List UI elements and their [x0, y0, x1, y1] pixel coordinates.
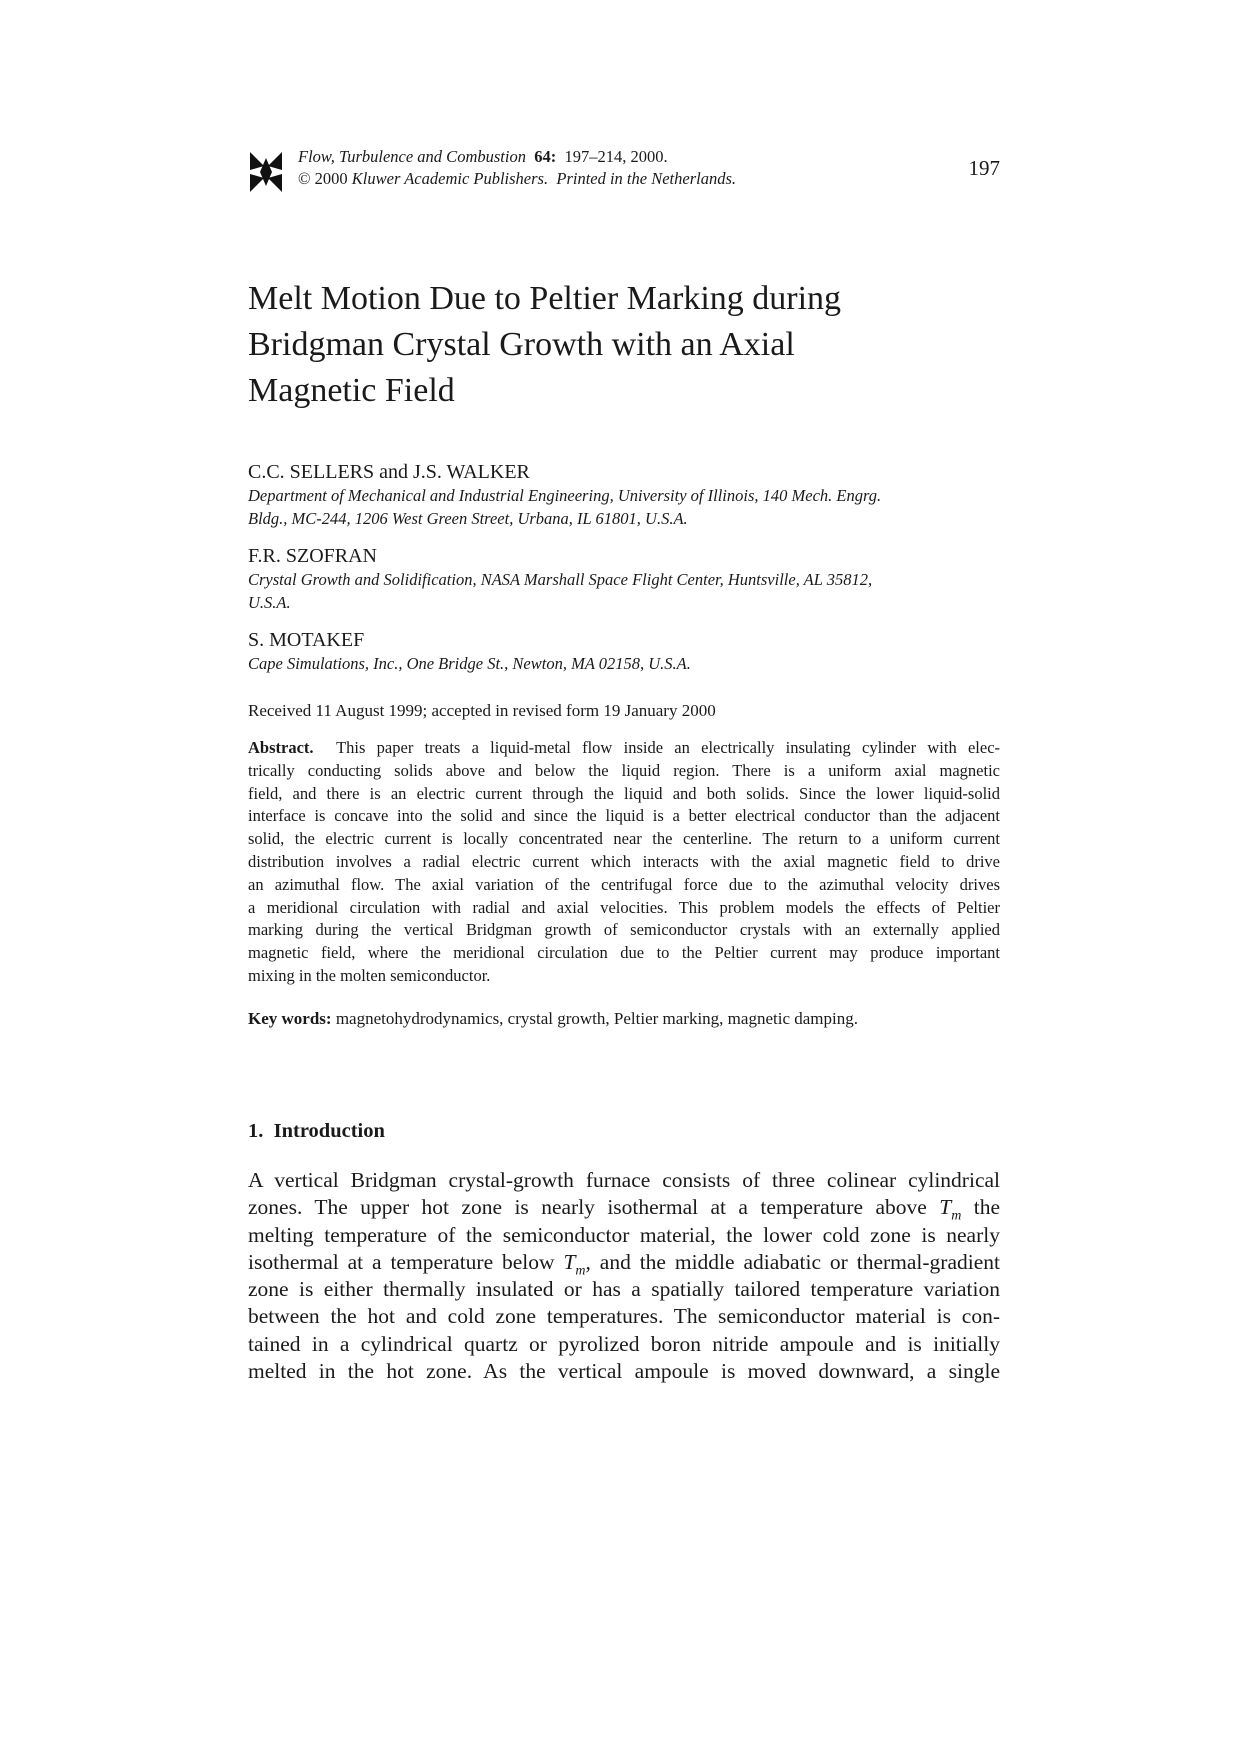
author-group-2 [248, 544, 1000, 614]
body-text: , and the middle adiabatic or thermal-gradient [585, 1249, 1000, 1274]
author-affiliation [248, 484, 1000, 530]
paper-title [248, 276, 988, 414]
author-name: S. MOTAKEF [248, 629, 365, 651]
abstract-line: distribution involves a radial electric current which interacts with the axial magnetic field to drive [248, 851, 1000, 871]
introduction-body [248, 1167, 1000, 1385]
body-line: melted in the hot zone. As the vertical ampoule is moved downward, a single [248, 1359, 1000, 1384]
body-line [248, 1249, 1000, 1276]
body-line: tained in a cylindrical quartz or pyrolized boron nitride ampoule and is initially [248, 1331, 1000, 1356]
math-variable: T [939, 1195, 952, 1220]
keywords-text: magnetohydrodynamics, crystal growth, Peltier marking, magnetic damping. [335, 1009, 858, 1028]
copyright-year: © 2000 [298, 169, 348, 188]
abstract-line: magnetic field, where the meridional circulation due to the Peltier current may produce important [248, 943, 1000, 963]
abstract-line: an azimuthal flow. The axial variation of the centrifugal force due to the azimuthal velocity drives [248, 874, 1000, 894]
author-name: C.C. SELLERS and J.S. WALKER [248, 461, 530, 483]
title-line: Magnetic Field [248, 372, 455, 409]
received-dates: Received 11 August 1999; accepted in revised form 19 January 2000 [248, 701, 716, 720]
body-line [248, 1194, 1000, 1221]
affiliation-line: Department of Mechanical and Industrial Engineering, University of Illinois, 140 Mech. Engrg. [248, 486, 882, 505]
journal-volume: 64: [534, 147, 557, 166]
section-heading [248, 1118, 385, 1144]
body-line: between the hot and cold zone temperatures. The semiconductor material is con- [248, 1304, 1000, 1329]
journal-line-1 [298, 146, 736, 168]
journal-line-2 [298, 168, 736, 190]
journal-citation [298, 146, 736, 190]
abstract-line: mixing in the molten semiconductor. [248, 965, 491, 985]
body-line: zone is either thermally insulated or has a spatially tailored temperature variation [248, 1277, 1000, 1302]
affiliation-line: U.S.A. [248, 593, 291, 612]
abstract-line: trically conducting solids above and below the liquid region. There is a uniform axial magnetic [248, 760, 1000, 780]
body-text: zones. The upper hot zone is nearly isothermal at a temperature above [248, 1195, 927, 1220]
abstract-line [248, 737, 1000, 760]
keywords [248, 1008, 858, 1030]
affiliation-line: Cape Simulations, Inc., One Bridge St., Newton, MA 02158, U.S.A. [248, 654, 691, 673]
journal-header [248, 146, 1000, 196]
journal-name: Flow, Turbulence and Combustion [298, 147, 526, 166]
abstract-line: a meridional circulation with radial and axial velocities. This problem models the effects of Peltier [248, 897, 1000, 917]
affiliation-line: Bldg., MC-244, 1206 West Green Street, Urbana, IL 61801, U.S.A. [248, 509, 688, 528]
math-subscript: m [951, 1208, 962, 1222]
math-symbol [939, 1195, 962, 1222]
body-line: A vertical Bridgman crystal-growth furnace consists of three colinear cylindrical [248, 1168, 1000, 1192]
abstract-line: marking during the vertical Bridgman growth of semiconductor crystals with an externally applied [248, 920, 1000, 940]
author-group-1 [248, 460, 1000, 530]
body-text: isothermal at a temperature below [248, 1249, 555, 1274]
affiliation-line: Crystal Growth and Solidification, NASA Marshall Space Flight Center, Huntsville, AL 35812, [248, 570, 873, 589]
kluwer-logo-icon [248, 150, 284, 194]
abstract-line: interface is concave into the solid and since the liquid is a better electrical conductor than the adjacent [248, 806, 1000, 826]
math-variable: T [563, 1249, 576, 1274]
abstract-line: field, and there is an electric current through the liquid and both solids. Since the lower liquid-solid [248, 783, 1000, 803]
journal-pages-year: 197–214, 2000. [564, 147, 668, 166]
title-line: Melt Motion Due to Peltier Marking during [248, 280, 842, 317]
abstract [248, 737, 1000, 988]
abstract-label: Abstract. [248, 738, 314, 757]
body-text: the [973, 1195, 1000, 1220]
page-number: 197 [968, 156, 1000, 180]
author-affiliation [248, 568, 1000, 614]
keywords-label: Key words: [248, 1009, 332, 1028]
abstract-text: This paper treats a liquid-metal flow inside an electrically insulating cylinder with elec- [336, 738, 1000, 757]
abstract-line: solid, the electric current is locally concentrated near the centerline. The return to a uniform current [248, 829, 1000, 849]
title-line: Bridgman Crystal Growth with an Axial [248, 326, 795, 363]
section-number: 1. [248, 1120, 264, 1142]
author-group-3 [248, 628, 1000, 675]
author-affiliation [248, 652, 1000, 675]
author-name: F.R. SZOFRAN [248, 545, 377, 567]
math-symbol [563, 1249, 586, 1277]
math-subscript: m [575, 1263, 586, 1277]
publisher-name: Kluwer Academic Publishers. [351, 169, 549, 188]
section-title: Introduction [273, 1120, 385, 1142]
printed-in: Printed in the Netherlands. [556, 169, 737, 188]
body-line: melting temperature of the semiconductor material, the lower cold zone is nearly [248, 1222, 1000, 1247]
